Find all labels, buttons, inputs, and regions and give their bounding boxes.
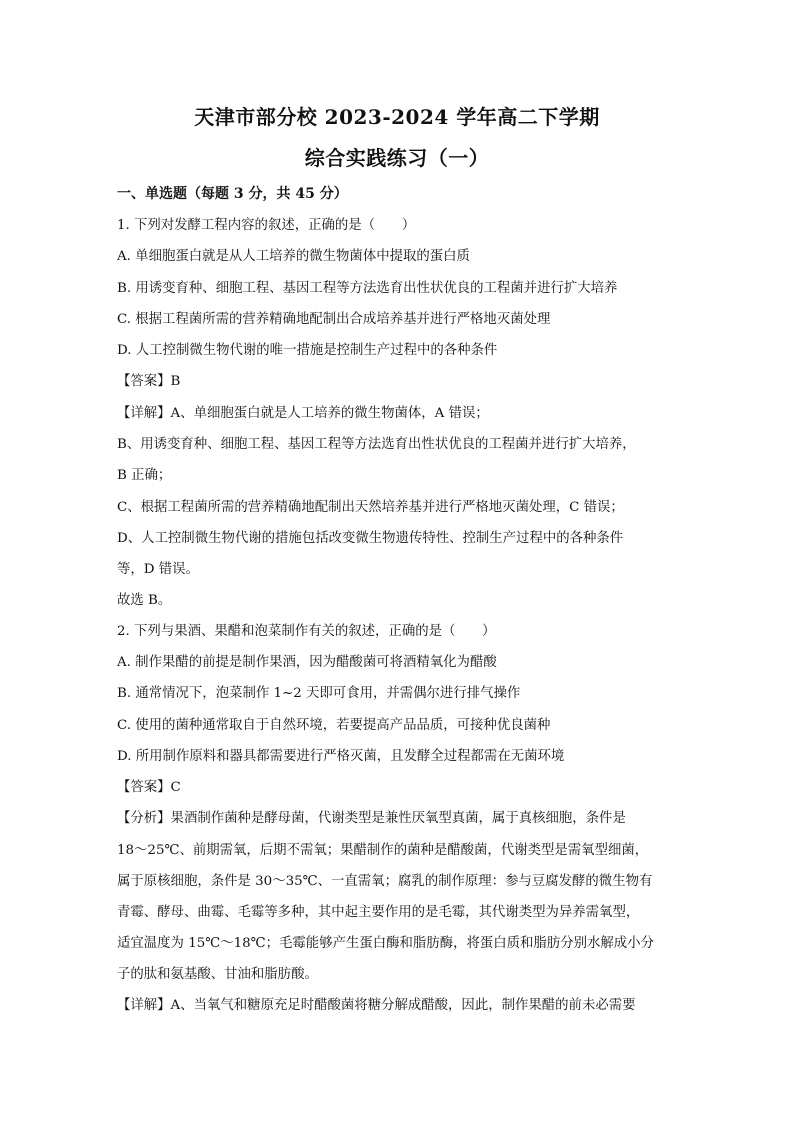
q2-option-c: C. 使用的菌种通常取自于自然环境，若要提高产品品质，可接种优良菌种 <box>117 718 551 733</box>
q1-explanation-line: D、人工控制微生物代谢的措施包括改变微生物遗传特性、控制生产过程中的各种条件 <box>117 531 624 546</box>
q1-explanation-line: C、根据工程菌所需的营养精确地配制出天然培养基并进行严格地灭菌处理，C 错误； <box>117 500 624 515</box>
q2-answer: 【答案】C <box>117 780 181 795</box>
q2-option-b: B. 通常情况下，泡菜制作 1~2 天即可食用，并需偶尔进行排气操作 <box>117 686 521 701</box>
q1-option-b: B. 用诱变育种、细胞工程、基因工程等方法选育出性状优良的工程菌并进行扩大培养 <box>117 281 618 296</box>
q2-analysis-line: 【分析】果酒制作菌种是酵母菌，代谢类型是兼性厌氧型真菌，属于真核细胞，条件是 <box>117 811 626 826</box>
q1-explanation-line: 【详解】A、单细胞蛋白就是人工培养的微生物菌体，A 错误； <box>117 406 489 421</box>
q1-conclusion: 故选 B。 <box>117 593 172 608</box>
q2-analysis-line: 适宜温度为 15℃～18℃；毛霉能够产生蛋白酶和脂肪酶，将蛋白质和脂肪分别水解成小分 <box>117 936 654 951</box>
q2-explanation-line: 【详解】A、当氧气和糖原充足时醋酸菌将糖分解成醋酸，因此，制作果醋的前未必需要 <box>117 998 636 1013</box>
document-subtitle: 综合实践练习（一） <box>304 146 490 170</box>
q2-analysis-line: 18～25℃、前期需氧，后期不需氧；果醋制作的菌种是醋酸菌，代谢类型是需氧型细菌， <box>117 843 649 858</box>
q1-answer: 【答案】B <box>117 374 181 389</box>
q1-option-c: C. 根据工程菌所需的营养精确地配制出合成培养基并进行严格地灭菌处理 <box>117 312 551 327</box>
q1-option-d: D. 人工控制微生物代谢的唯一措施是控制生产过程中的各种条件 <box>117 343 498 358</box>
document-title: 天津市部分校 2023-2024 学年高二下学期 <box>194 105 600 129</box>
q1-explanation-line: B、用诱变育种、细胞工程、基因工程等方法选育出性状优良的工程菌并进行扩大培养， <box>117 437 636 452</box>
q2-option-a: A. 制作果醋的前提是制作果酒，因为醋酸菌可将酒精氧化为醋酸 <box>117 655 497 670</box>
section-heading: 一、单选题（每题 3 分，共 45 分） <box>117 186 348 202</box>
q1-explanation-line: 等，D 错误。 <box>117 562 199 577</box>
q2-stem: 2. 下列与果酒、果醋和泡菜制作有关的叙述，正确的是（ ） <box>117 624 496 639</box>
q2-option-d: D. 所用制作原料和器具都需要进行严格灭菌，且发酵全过程都需在无菌环境 <box>117 749 565 764</box>
q2-analysis-line: 子的肽和氨基酸、甘油和脂肪酸。 <box>117 967 318 982</box>
q1-stem: 1. 下列对发酵工程内容的叙述，正确的是（ ） <box>117 218 416 233</box>
q2-analysis-line: 青霉、酵母、曲霉、毛霉等多种，其中起主要作用的是毛霉，其代谢类型为异养需氧型， <box>117 905 640 920</box>
q1-explanation-line: B 正确； <box>117 468 172 483</box>
q1-option-a: A. 单细胞蛋白就是从人工培养的微生物菌体中提取的蛋白质 <box>117 249 470 264</box>
q2-analysis-line: 属于原核细胞，条件是 30～35℃、一直需氧；腐乳的制作原理：参与豆腐发酵的微生物有 <box>117 874 653 889</box>
